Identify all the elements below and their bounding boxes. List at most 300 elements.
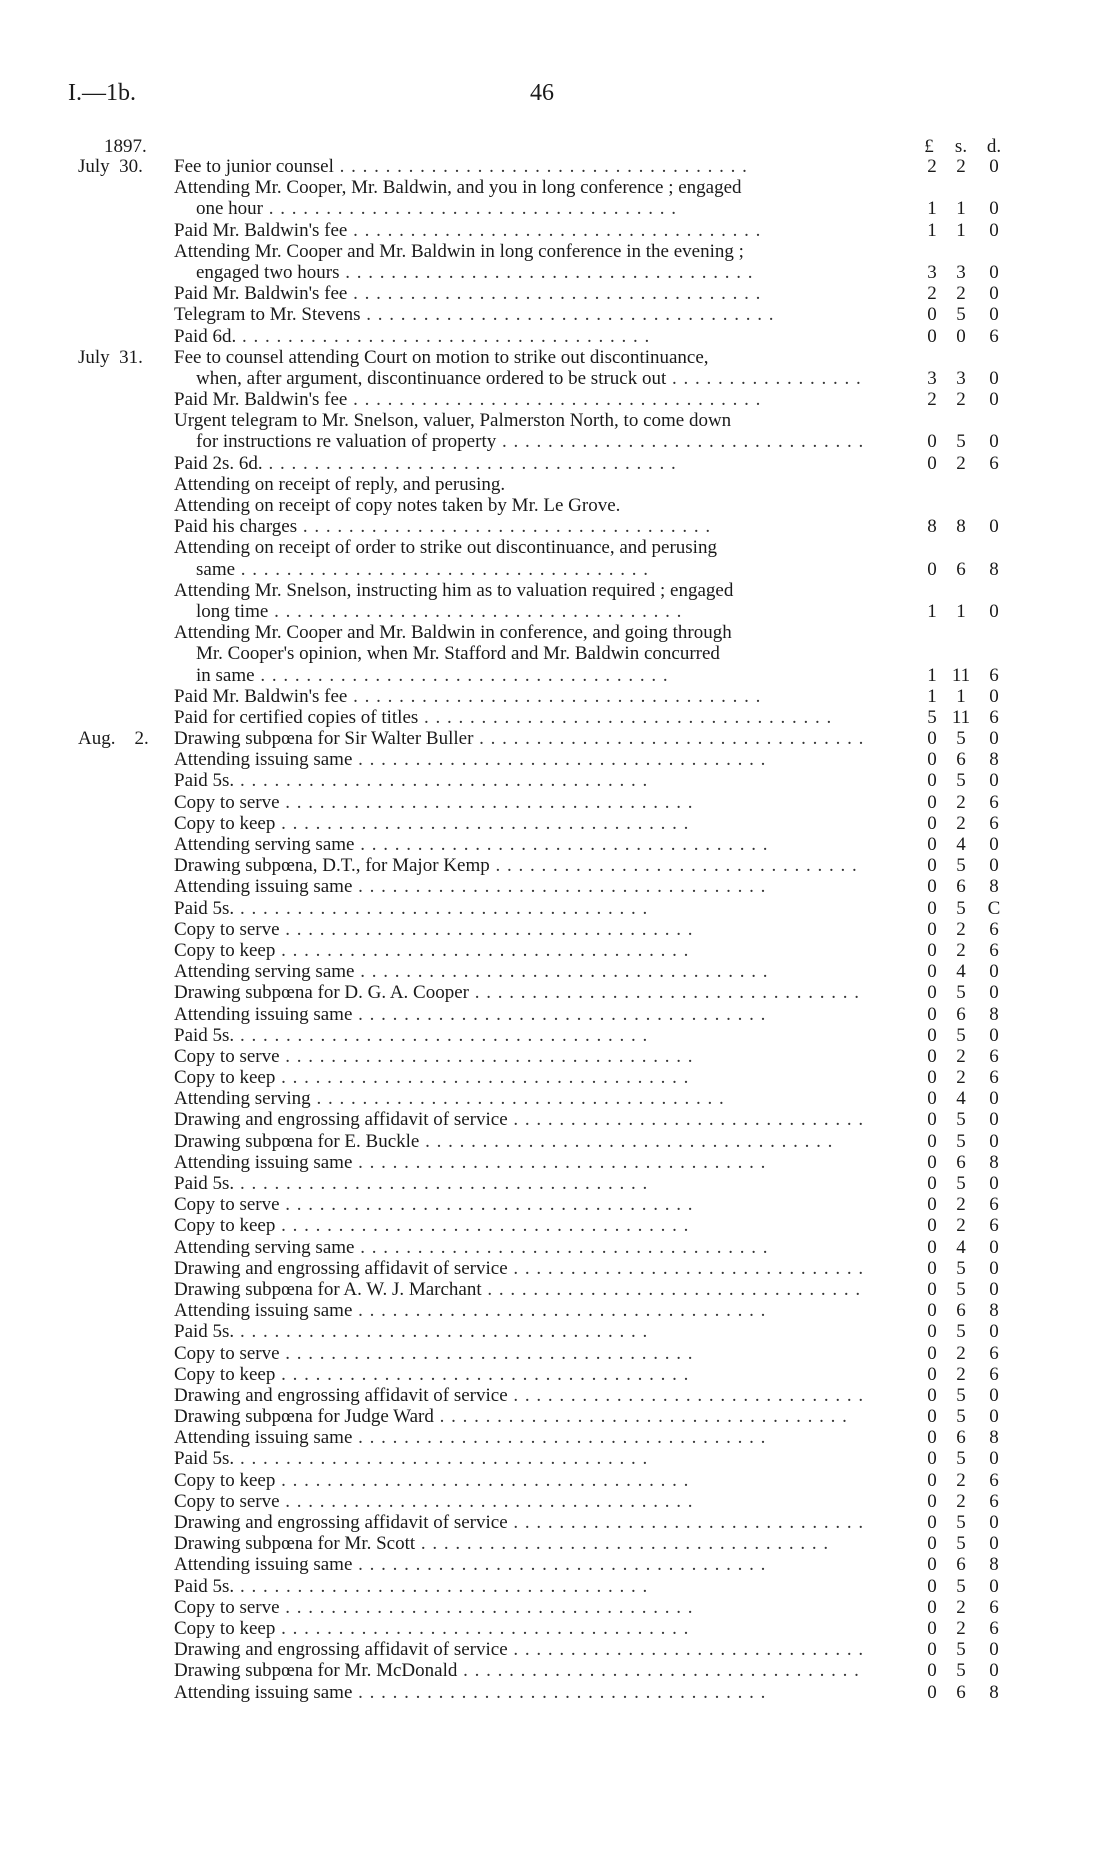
amount-pence: 8 (989, 876, 999, 898)
ledger-entry (0, 1067, 1114, 1088)
entry-description-line: Attending on receipt of reply, and perusing. (174, 473, 506, 495)
ledger-entry (0, 1258, 1114, 1279)
ledger-entry (0, 1533, 1114, 1554)
amount-pence: 8 (989, 1427, 999, 1449)
amount-shillings: 5 (956, 1278, 966, 1300)
amount-pence: 0 (989, 1639, 999, 1661)
amount-pence: 0 (989, 367, 999, 389)
amount-pounds: 0 (927, 1321, 937, 1343)
amount-pounds: 0 (927, 1554, 937, 1576)
amount-shillings: 2 (956, 918, 966, 940)
amount-pence: 0 (989, 261, 999, 283)
amount-pence: 0 (989, 855, 999, 877)
entry-description (174, 919, 864, 940)
amount-shillings: 5 (956, 1173, 966, 1194)
entry-description-line: Copy to keep . . . (174, 1470, 864, 1491)
amount-shillings: 6 (956, 749, 966, 771)
entry-description (174, 813, 864, 834)
entry-description-line: Paid 5s. . . . (174, 898, 864, 919)
amount-shillings: 2 (956, 791, 966, 813)
amount-shillings: 5 (956, 1384, 966, 1406)
amount-pounds: 0 (927, 1363, 937, 1385)
entry-description (174, 1576, 864, 1597)
amount-pence: 0 (989, 834, 999, 855)
amount-pounds: 0 (927, 1257, 937, 1279)
pence-column-header: d. (986, 136, 1002, 157)
entry-description-line: Paid his charges . . . (174, 516, 864, 537)
entry-description (174, 537, 864, 579)
amount-pounds: 0 (927, 1384, 937, 1406)
ledger-entry (0, 1554, 1114, 1575)
amount-pounds: 5 (927, 706, 937, 728)
amount-pence: 0 (989, 156, 999, 177)
entry-description (174, 220, 864, 241)
amount-shillings: 1 (956, 685, 966, 707)
amount-pounds: 0 (927, 728, 937, 750)
entry-description-line: Copy to keep . . . (174, 813, 864, 834)
ledger-entry (0, 1618, 1114, 1639)
amount-shillings: 5 (956, 1406, 966, 1428)
amount-shillings: 5 (956, 1660, 966, 1682)
entry-description (174, 1343, 864, 1364)
amount-pence: 6 (989, 1469, 999, 1491)
entry-description (174, 1131, 864, 1152)
entry-description-line: for instructions re valuation of property . . . (174, 431, 864, 452)
amount-shillings: 1 (956, 600, 966, 622)
entry-description (174, 1618, 864, 1639)
entry-description (174, 580, 864, 622)
entry-description-line: Paid 5s. . . . (174, 1321, 864, 1342)
entry-description (174, 347, 864, 389)
amount-pence: 8 (989, 558, 999, 580)
ledger-entry (0, 1512, 1114, 1533)
amount-pounds: 0 (927, 749, 937, 771)
entry-description (174, 1533, 864, 1554)
ledger-entry (0, 1682, 1114, 1703)
amount-pounds: 0 (927, 1639, 937, 1661)
entry-description (174, 898, 864, 919)
amount-pounds: 0 (927, 961, 937, 983)
amount-shillings: 1 (956, 198, 966, 220)
amount-pence: 0 (989, 728, 999, 750)
entry-description-line: Copy to serve . . . (174, 1194, 864, 1215)
amount-shillings: 2 (956, 1067, 966, 1089)
amount-shillings: 1 (956, 219, 966, 241)
entry-description (174, 389, 864, 410)
amount-shillings: 5 (956, 1512, 966, 1533)
year-label: 1897. (104, 136, 147, 157)
entry-description (174, 876, 864, 897)
amount-pence: 0 (989, 198, 999, 220)
entry-description (174, 1554, 864, 1575)
amount-pence: 0 (989, 770, 999, 792)
amount-pence: 0 (989, 1512, 999, 1533)
amount-shillings: 4 (956, 961, 966, 983)
amount-pounds: 0 (927, 1236, 937, 1258)
entry-description (174, 707, 864, 728)
entry-description (174, 1491, 864, 1512)
amount-pence: 0 (989, 961, 999, 983)
amount-shillings: 2 (956, 1045, 966, 1067)
amount-pence: 8 (989, 1300, 999, 1322)
entry-description-line: Attending issuing same . . . (174, 1152, 864, 1173)
amount-pence: 6 (989, 1342, 999, 1364)
amount-pounds: 2 (927, 283, 937, 305)
amount-pounds: 0 (927, 1194, 937, 1216)
amount-shillings: 6 (956, 1427, 966, 1449)
entry-description-line: Copy to keep . . . (174, 1618, 864, 1639)
amount-pounds: 1 (927, 685, 937, 707)
amount-shillings: 6 (956, 1554, 966, 1576)
amount-pounds: 0 (927, 770, 937, 792)
entry-description-line: engaged two hours . . . (174, 262, 864, 283)
entry-description (174, 792, 864, 813)
amount-shillings: 6 (956, 558, 966, 580)
entry-description (174, 1004, 864, 1025)
entry-description-line: Copy to serve . . . (174, 1491, 864, 1512)
entry-description (174, 855, 864, 876)
ledger-entry (0, 1004, 1114, 1025)
amount-pence: 0 (989, 1575, 999, 1597)
ledger-entry (0, 1576, 1114, 1597)
entry-date: Aug. 2. (78, 728, 149, 750)
entry-description-line: Attending Mr. Cooper, Mr. Baldwin, and you in long conference ; engaged (174, 177, 742, 199)
entry-description-line: Attending on receipt of order to strike out discontinuance, and perusing (174, 537, 717, 559)
entry-description-line: Drawing subpœna for A. W. J. Marchant . . . (174, 1279, 864, 1300)
entry-description-line: Drawing subpœna for Judge Ward . . . (174, 1406, 864, 1427)
entry-description (174, 283, 864, 304)
ledger-entry (0, 834, 1114, 855)
amount-pence: 8 (989, 1003, 999, 1025)
amount-pence: 6 (989, 1045, 999, 1067)
ledger-entry (0, 1491, 1114, 1512)
amount-pence: 0 (989, 389, 999, 411)
amount-pounds: 0 (927, 1406, 937, 1428)
amount-pence: 8 (989, 1681, 999, 1703)
ledger-entry (0, 1025, 1114, 1046)
amount-shillings: 2 (956, 1490, 966, 1512)
amount-shillings: 6 (956, 876, 966, 898)
amount-shillings: 5 (956, 1257, 966, 1279)
amount-pence: 6 (989, 812, 999, 834)
amount-pounds: 0 (927, 1512, 937, 1533)
entry-description-line: Drawing subpœna for E. Buckle . . . (174, 1131, 864, 1152)
ledger-entry (0, 898, 1114, 919)
entry-description-line: Mr. Cooper's opinion, when Mr. Stafford and Mr. Baldwin concurred (196, 643, 720, 665)
amount-shillings: 2 (956, 452, 966, 474)
amount-shillings: 2 (956, 1596, 966, 1618)
amount-pounds: 0 (927, 1533, 937, 1555)
entry-description-line: Attending issuing same . . . (174, 1004, 864, 1025)
amount-pounds: 0 (927, 897, 937, 919)
entry-description-line: long time . . . (174, 601, 864, 622)
amount-pence: 0 (989, 1448, 999, 1470)
bill-of-costs-ledger (0, 136, 1114, 1703)
amount-shillings: 5 (956, 1109, 966, 1131)
amount-shillings: 5 (956, 304, 966, 326)
amount-pounds: 0 (927, 1448, 937, 1470)
entry-description-line: Urgent telegram to Mr. Snelson, valuer, Palmerston North, to come down (174, 410, 732, 432)
amount-pounds: 0 (927, 791, 937, 813)
entry-description-line: Copy to keep . . . (174, 940, 864, 961)
entry-description (174, 326, 864, 347)
amount-shillings: 6 (956, 1003, 966, 1025)
amount-shillings: 5 (956, 1639, 966, 1661)
amount-shillings: 2 (956, 1342, 966, 1364)
ledger-entry (0, 1427, 1114, 1448)
pounds-column-header: £ (924, 136, 934, 157)
entry-description-line: Paid 5s. . . . (174, 770, 864, 791)
amount-pounds: 1 (927, 664, 937, 686)
entry-description-line: Fee to junior counsel . . . (174, 156, 864, 177)
entry-description-line: Paid 2s. 6d. . . . (174, 453, 864, 474)
amount-pence: 6 (989, 706, 999, 728)
entry-description (174, 1660, 864, 1681)
amount-pence: 8 (989, 749, 999, 771)
amount-pence: 0 (989, 219, 999, 241)
ledger-entry (0, 1131, 1114, 1152)
amount-pence: 6 (989, 918, 999, 940)
ledger-entry (0, 855, 1114, 876)
amount-pounds: 0 (927, 452, 937, 474)
amount-pence: 6 (989, 1363, 999, 1385)
ledger-entry (0, 728, 1114, 749)
entry-date: July 30. (78, 156, 143, 177)
entry-description (174, 1067, 864, 1088)
ledger-entry (0, 1194, 1114, 1215)
ledger-entry (0, 537, 1114, 579)
amount-shillings: 5 (956, 770, 966, 792)
amount-pence: 0 (989, 1321, 999, 1343)
amount-pence: 6 (989, 664, 999, 686)
amount-shillings: 11 (951, 664, 971, 686)
amount-pounds: 0 (927, 982, 937, 1004)
amount-shillings: 6 (956, 1681, 966, 1703)
amount-shillings: 0 (956, 325, 966, 347)
ledger-entry (0, 410, 1114, 452)
ledger-entry (0, 1639, 1114, 1660)
amount-pence: 0 (989, 431, 999, 453)
amount-shillings: 2 (956, 283, 966, 305)
entry-description-line: Attending issuing same . . . (174, 1682, 864, 1703)
ledger-entry (0, 1448, 1114, 1469)
amount-shillings: 5 (956, 1024, 966, 1046)
page-reference: I.—1b. (68, 80, 136, 106)
amount-pounds: 3 (927, 261, 937, 283)
amount-pence: 6 (989, 1215, 999, 1237)
entry-description (174, 1258, 864, 1279)
entry-description-line: Attending serving same . . . (174, 961, 864, 982)
entry-description (174, 1639, 864, 1660)
amount-shillings: 2 (956, 1194, 966, 1216)
amount-pence: 0 (989, 1088, 999, 1110)
ledger-entry (0, 580, 1114, 622)
ledger-entry (0, 304, 1114, 325)
amount-pounds: 1 (927, 219, 937, 241)
amount-shillings: 5 (956, 1448, 966, 1470)
entry-description (174, 1300, 864, 1321)
entry-description (174, 1470, 864, 1491)
ledger-entry (0, 220, 1114, 241)
amount-pence: 0 (989, 516, 999, 538)
amount-pounds: 0 (927, 1109, 937, 1131)
amount-pounds: 0 (927, 1660, 937, 1682)
amount-pence: 0 (989, 1406, 999, 1428)
amount-shillings: 2 (956, 1215, 966, 1237)
entry-description (174, 1597, 864, 1618)
entry-description-line: same . . . (174, 559, 864, 580)
amount-pounds: 0 (927, 558, 937, 580)
ledger-entry (0, 961, 1114, 982)
ledger-entry (0, 1237, 1114, 1258)
amount-pence: 0 (989, 1278, 999, 1300)
entry-description-line: Fee to counsel attending Court on motion to strike out discontinuance, (174, 346, 709, 368)
entry-description (174, 728, 864, 749)
ledger-entry (0, 1597, 1114, 1618)
entry-description (174, 1364, 864, 1385)
amount-pounds: 0 (927, 1151, 937, 1173)
entry-description-line: Paid 5s. . . . (174, 1576, 864, 1597)
entry-description (174, 940, 864, 961)
amount-shillings: 2 (956, 1363, 966, 1385)
amount-pence: 0 (989, 1236, 999, 1258)
entry-description (174, 1512, 864, 1533)
ledger-entry (0, 1364, 1114, 1385)
amount-pounds: 0 (927, 1300, 937, 1322)
entry-description (174, 834, 864, 855)
amount-shillings: 2 (956, 1469, 966, 1491)
ledger-entry (0, 241, 1114, 283)
amount-shillings: 2 (956, 812, 966, 834)
amount-shillings: 4 (956, 1236, 966, 1258)
amount-pence: 0 (989, 304, 999, 326)
amount-pence: 6 (989, 791, 999, 813)
amount-pounds: 0 (927, 1130, 937, 1152)
entry-description-line: Paid Mr. Baldwin's fee . . . (174, 686, 864, 707)
amount-pounds: 0 (927, 1575, 937, 1597)
amount-shillings: 2 (956, 939, 966, 961)
entry-description-line: Paid 5s. . . . (174, 1173, 864, 1194)
amount-pounds: 0 (927, 1173, 937, 1194)
amount-shillings: 5 (956, 897, 966, 919)
entry-description (174, 241, 864, 283)
ledger-entry (0, 919, 1114, 940)
entry-description (174, 982, 864, 1003)
ledger-entry (0, 1109, 1114, 1130)
entry-description-line: Copy to serve . . . (174, 919, 864, 940)
amount-pounds: 0 (927, 1681, 937, 1703)
amount-pounds: 1 (927, 600, 937, 622)
entry-description-line: Attending serving same . . . (174, 834, 864, 855)
amount-pounds: 0 (927, 1088, 937, 1110)
amount-pounds: 0 (927, 304, 937, 326)
amount-pence: 6 (989, 1067, 999, 1089)
amount-pounds: 0 (927, 1342, 937, 1364)
amount-pence: 6 (989, 1617, 999, 1639)
ledger-entry (0, 1470, 1114, 1491)
entry-description (174, 1088, 864, 1109)
entry-description (174, 1237, 864, 1258)
amount-pounds: 0 (927, 1045, 937, 1067)
amount-pence: C (987, 897, 1001, 919)
entry-date: July 31. (78, 346, 143, 368)
amount-shillings: 5 (956, 1533, 966, 1555)
ledger-entry (0, 453, 1114, 474)
entry-description-line: Drawing and engrossing affidavit of service . . . (174, 1258, 864, 1279)
ledger-entry (0, 474, 1114, 495)
entry-description-line: Drawing subpœna, D.T., for Major Kemp . . . (174, 855, 864, 876)
entry-description-line: Paid Mr. Baldwin's fee . . . (174, 283, 864, 304)
ledger-entry (0, 686, 1114, 707)
amount-pence: 0 (989, 1533, 999, 1555)
entry-description-line: Paid 6d. . . . (174, 326, 864, 347)
amount-pounds: 0 (927, 1490, 937, 1512)
entry-description (174, 622, 864, 686)
entry-description (174, 1215, 864, 1236)
ledger-entry (0, 940, 1114, 961)
amount-pounds: 0 (927, 812, 937, 834)
amount-pounds: 0 (927, 1596, 937, 1618)
amount-pence: 6 (989, 325, 999, 347)
amount-pounds: 0 (927, 325, 937, 347)
amount-pence: 8 (989, 1151, 999, 1173)
ledger-entry (0, 495, 1114, 516)
entry-description-line: in same . . . (174, 665, 864, 686)
amount-pence: 6 (989, 1194, 999, 1216)
entry-description (174, 1406, 864, 1427)
entry-description (174, 474, 864, 495)
entry-description-line: Attending issuing same . . . (174, 1427, 864, 1448)
ledger-entry (0, 1343, 1114, 1364)
entry-description-line: Attending issuing same . . . (174, 1554, 864, 1575)
ledger-entry (0, 622, 1114, 686)
ledger-entry (0, 156, 1114, 177)
amount-pence: 0 (989, 685, 999, 707)
amount-pounds: 0 (927, 1215, 937, 1237)
page-number: 46 (530, 80, 554, 106)
amount-pence: 6 (989, 452, 999, 474)
amount-pounds: 1 (927, 198, 937, 220)
entry-description-line: Attending on receipt of copy notes taken by Mr. Le Grove. (174, 495, 621, 516)
amount-shillings: 5 (956, 1321, 966, 1343)
amount-shillings: 6 (956, 1300, 966, 1322)
amount-shillings: 3 (956, 367, 966, 389)
entry-description-line: Drawing subpœna for Mr. Scott . . . (174, 1533, 864, 1554)
ledger-entry (0, 1385, 1114, 1406)
amount-shillings: 5 (956, 855, 966, 877)
amount-shillings: 5 (956, 982, 966, 1004)
entry-description (174, 1321, 864, 1342)
entry-description-line: Drawing and engrossing affidavit of service . . . (174, 1109, 864, 1130)
ledger-entry (0, 813, 1114, 834)
entry-description (174, 686, 864, 707)
entry-description (174, 1046, 864, 1067)
entry-description-line: Attending Mr. Snelson, instructing him as to valuation required ; engaged (174, 579, 734, 601)
ledger-entry (0, 516, 1114, 537)
entry-description (174, 1194, 864, 1215)
entry-description-line: Copy to keep . . . (174, 1067, 864, 1088)
entry-description (174, 1025, 864, 1046)
entry-description (174, 516, 864, 537)
entry-description-line: Copy to serve . . . (174, 1597, 864, 1618)
entry-description-line: Copy to keep . . . (174, 1364, 864, 1385)
amount-pounds: 0 (927, 939, 937, 961)
entry-description (174, 961, 864, 982)
column-header-row (0, 136, 1114, 156)
amount-pounds: 2 (927, 389, 937, 411)
entry-description (174, 1427, 864, 1448)
entry-description-line: Drawing subpœna for Mr. McDonald . . . (174, 1660, 864, 1681)
